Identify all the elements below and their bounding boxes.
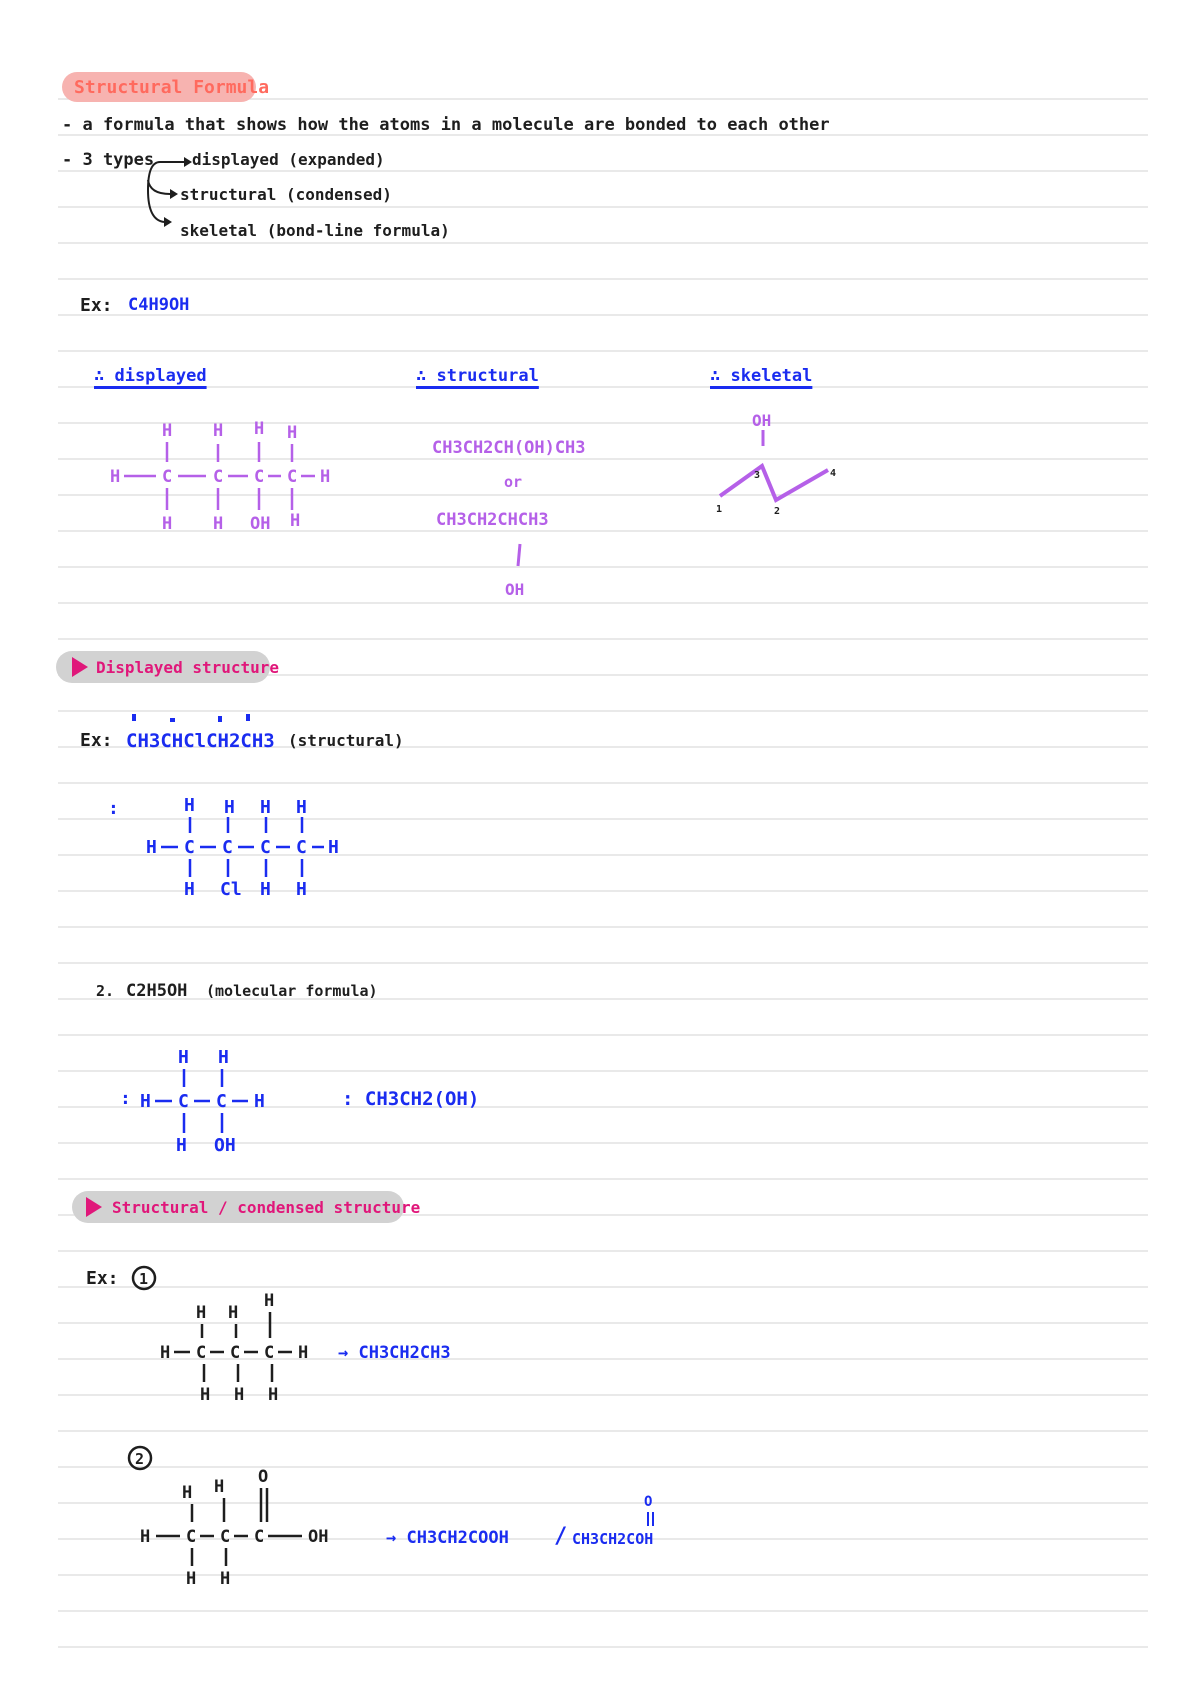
atom-o: O — [644, 1494, 653, 1510]
atom-h: H — [260, 879, 271, 900]
skeletal-number: 4 — [830, 468, 837, 479]
atom-c: C — [264, 1343, 275, 1363]
atom-c: C — [162, 467, 173, 487]
skeletal-structure — [700, 408, 840, 518]
displayed-structure-propane — [160, 1290, 330, 1410]
displayed-structure-chlorobutane — [146, 795, 356, 915]
play-icon — [72, 657, 88, 677]
atom-h: H — [220, 1569, 231, 1589]
atom-h: H — [162, 421, 173, 441]
structural-line1: CH3CH2CH(OH)CH3 — [432, 438, 586, 458]
condensed-separator: / — [554, 1524, 568, 1549]
atom-h: H — [296, 879, 307, 900]
atom-h: H — [176, 1135, 187, 1156]
atom-h: H — [178, 1047, 189, 1068]
atom-h: H — [290, 511, 301, 531]
atom-h: H — [287, 423, 298, 443]
displayed-example-a-formula: CH3CHClCH2CH3 — [126, 730, 275, 752]
atom-oh: OH — [308, 1527, 329, 1547]
atom-c: C — [230, 1343, 241, 1363]
atom-h: H — [268, 1385, 279, 1405]
atom-oh: OH — [214, 1135, 236, 1156]
atom-h: H — [162, 514, 173, 534]
example-number-circle-1 — [130, 1264, 158, 1292]
displayed-structure-ethanol — [140, 1045, 280, 1165]
structural-branch-bond — [510, 540, 530, 570]
atom-c: C — [196, 1343, 207, 1363]
atom-c: C — [184, 837, 195, 858]
atom-h: H — [140, 1091, 151, 1112]
types-label: - 3 types — [62, 150, 155, 170]
atom-c: C — [222, 837, 233, 858]
structural-or: or — [504, 473, 523, 491]
atom-c: C — [254, 467, 265, 487]
atom-c: C — [213, 467, 224, 487]
atom-h: H — [140, 1527, 151, 1547]
skeletal-oh: OH — [752, 411, 772, 430]
propanoic-acid-condensed: → CH3CH2COOH — [386, 1528, 509, 1548]
atom-c: C — [260, 837, 271, 858]
displayed-example-b-prefix: 2. — [96, 982, 115, 1000]
type-structural: structural (condensed) — [180, 185, 392, 204]
example1-label: Ex: — [80, 295, 113, 316]
displayed-structure-propanoic-acid — [140, 1458, 340, 1590]
structural-line2: CH3CH2CHCH3 — [436, 510, 549, 530]
structural-branch-oh: OH — [505, 580, 525, 599]
atom-h: H — [218, 1047, 229, 1068]
atom-h: H — [298, 1343, 309, 1363]
atom-h: H — [182, 1483, 193, 1503]
example-number: 1 — [139, 1270, 149, 1288]
atom-h: H — [146, 837, 157, 858]
atom-h: H — [234, 1385, 245, 1405]
atom-c: C — [296, 837, 307, 858]
atom-c: C — [178, 1091, 189, 1112]
atom-h: H — [228, 1303, 239, 1323]
atom-h: H — [260, 797, 271, 818]
type-skeletal: skeletal (bond-line formula) — [180, 221, 450, 240]
atom-c: C — [220, 1527, 231, 1547]
propane-condensed: → CH3CH2CH3 — [338, 1343, 451, 1363]
skeletal-heading: ∴ skeletal — [710, 366, 813, 386]
atom-h: H — [200, 1385, 211, 1405]
atom-h: H — [110, 467, 121, 487]
atom-h: H — [213, 421, 224, 441]
atom-h: H — [254, 1091, 265, 1112]
displayed-example-b-note: (molecular formula) — [206, 982, 378, 1000]
play-icon — [86, 1197, 102, 1217]
atom-h: H — [296, 797, 307, 818]
atom-h: H — [184, 795, 195, 816]
alt-carbonyl-mark — [634, 1490, 674, 1530]
type-displayed: displayed (expanded) — [192, 150, 385, 169]
displayed-example-b-formula: C2H5OH — [126, 981, 188, 1001]
atom-cl: Cl — [220, 879, 242, 900]
example1-formula: C4H9OH — [128, 295, 190, 315]
structural-section-heading: Structural / condensed structure — [112, 1198, 421, 1217]
atom-h: H — [184, 879, 195, 900]
page-title: Structural Formula — [74, 77, 270, 98]
atom-h: H — [196, 1303, 207, 1323]
skeletal-number: 3 — [754, 470, 761, 481]
atom-h: H — [264, 1291, 275, 1311]
atom-h: H — [320, 467, 331, 487]
atom-c: C — [186, 1527, 197, 1547]
displayed-example-b-condensed: : CH3CH2(OH) — [342, 1088, 480, 1110]
atom-h: H — [213, 514, 224, 534]
atom-c: C — [216, 1091, 227, 1112]
example-number: 2 — [135, 1450, 145, 1468]
atom-o: O — [258, 1467, 269, 1487]
skeletal-number: 1 — [716, 504, 723, 515]
displayed-section-heading: Displayed structure — [96, 658, 280, 677]
structural-heading: ∴ structural — [416, 366, 539, 386]
atom-h: H — [186, 1569, 197, 1589]
displayed-example-a-therefore: : — [108, 798, 119, 819]
structural-example-label: Ex: — [86, 1268, 119, 1289]
carbon-marker-dots — [120, 712, 270, 728]
atom-h: H — [160, 1343, 171, 1363]
atom-c: C — [287, 467, 298, 487]
atom-h: H — [224, 797, 235, 818]
displayed-example-a-note: (structural) — [288, 731, 404, 750]
displayed-heading: ∴ displayed — [94, 366, 207, 386]
displayed-example-b-therefore: : — [120, 1088, 131, 1109]
displayed-structure-butanol — [110, 420, 350, 540]
atom-c: C — [254, 1527, 265, 1547]
atom-h: H — [214, 1477, 225, 1497]
atom-h: H — [254, 420, 265, 439]
atom-h: H — [328, 837, 339, 858]
propanoic-acid-alt-condensed: CH3CH2COH — [572, 1530, 654, 1548]
displayed-example-a-label: Ex: — [80, 730, 113, 751]
definition-text: - a formula that shows how the atoms in a molecule are bonded to each other — [62, 115, 830, 135]
skeletal-number: 2 — [774, 506, 781, 517]
atom-oh: OH — [250, 514, 271, 534]
